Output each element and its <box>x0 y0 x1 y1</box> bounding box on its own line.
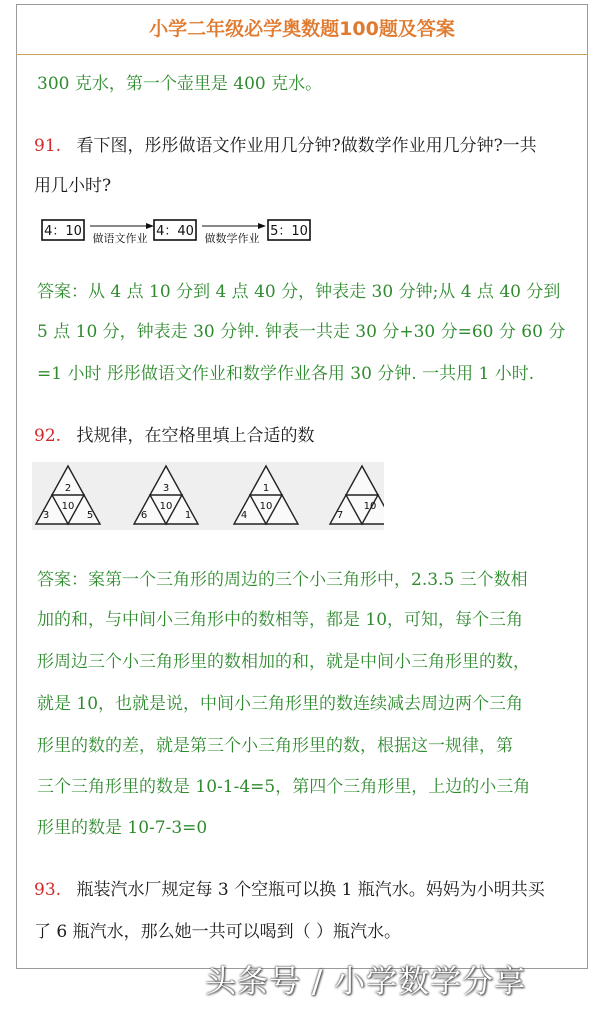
q91-line1 <box>34 136 537 156</box>
q92-triangle-figure <box>32 462 384 530</box>
q93-line2: 了 6 瓶汽水，那么她一共可以喝到（ ）瓶汽水。 <box>34 922 402 942</box>
q91-text: 看下图，彤彤做语文作业用几分钟?做数学作业用几分钟?一共 <box>76 136 537 156</box>
triangle-2-right: 1 <box>184 510 192 521</box>
q91-line2: 用几小时? <box>34 176 112 196</box>
triangle-4-center: 10 <box>363 501 377 512</box>
q92-line1 <box>34 426 314 446</box>
triangle-1-left: 3 <box>42 510 50 521</box>
q92-answer-line6: 三个三角形里的数是 10-1-4=5，第四个三角形里，上边的小三角 <box>37 777 531 797</box>
triangle-2-center: 10 <box>159 501 173 512</box>
q92-answer-line7: 形里的数是 10-7-3=0 <box>37 818 208 838</box>
triangle-3-top: 1 <box>262 483 270 494</box>
q93-line1 <box>34 880 545 900</box>
triangle-2-left: 6 <box>140 510 148 521</box>
triangle-1-top: 2 <box>64 483 72 494</box>
q91-number: 91. <box>34 136 62 156</box>
q92-answer-line1: 答案：案第一个三角形的周边的三个小三角形中，2.3.5 三个数相 <box>37 570 528 590</box>
q92-answer-line4: 就是 10，也就是说，中间小三角形里的数连续减去周边两个三角 <box>37 694 524 714</box>
q91-time-diagram <box>40 214 315 248</box>
triangle-3-left: 4 <box>240 510 248 521</box>
q91-label1: 做语文作业 <box>92 232 148 245</box>
q93-text: 瓶装汽水厂规定每 3 个空瓶可以换 1 瓶汽水。妈妈为小明共买 <box>76 880 545 900</box>
q91-answer-line1: 答案：从 4 点 10 分到 4 点 40 分，钟表走 30 分钟;从 4 点 40 分到 <box>37 282 561 302</box>
q91-time2: 4：40 <box>156 224 194 239</box>
triangle-1-right: 5 <box>86 510 94 521</box>
q91-time1: 4：10 <box>44 224 82 239</box>
q92-answer-line2: 加的和，与中间小三角形中的数相等，都是 10，可知，每个三角 <box>37 610 524 630</box>
q92-number: 92. <box>34 426 62 446</box>
q92-answer-line3: 形周边三个小三角形里的数相加的和，就是中间小三角形里的数， <box>37 652 530 672</box>
q93-number: 93. <box>34 880 62 900</box>
q91-answer-line3: =1 小时 彤彤做语文作业和数学作业各用 30 分钟. 一共用 1 小时. <box>37 364 535 384</box>
q91-answer-line2: 5 点 10 分，钟表走 30 分钟. 钟表一共走 30 分+30 分=60 分 60 分 <box>37 322 566 342</box>
q92-text: 找规律，在空格里填上合适的数 <box>76 426 315 446</box>
triangle-2-top: 3 <box>162 483 170 494</box>
triangle-1-center: 10 <box>61 501 75 512</box>
watermark: 头条号 / 小学数学分享 <box>205 964 527 1000</box>
q91-time3: 5：10 <box>270 224 308 239</box>
q92-answer-line5: 形里的数的差，就是第三个小三角形里的数，根据这一规律，第 <box>37 736 513 756</box>
title-divider <box>16 54 588 55</box>
page-title: 小学二年级必学奥数题100题及答案 <box>149 18 455 40</box>
triangle-4-left: 7 <box>336 510 344 521</box>
continuation-text: 300 克水，第一个壶里是 400 克水。 <box>37 74 323 94</box>
triangle-3-center: 10 <box>259 501 273 512</box>
q91-label2: 做数学作业 <box>204 232 260 245</box>
